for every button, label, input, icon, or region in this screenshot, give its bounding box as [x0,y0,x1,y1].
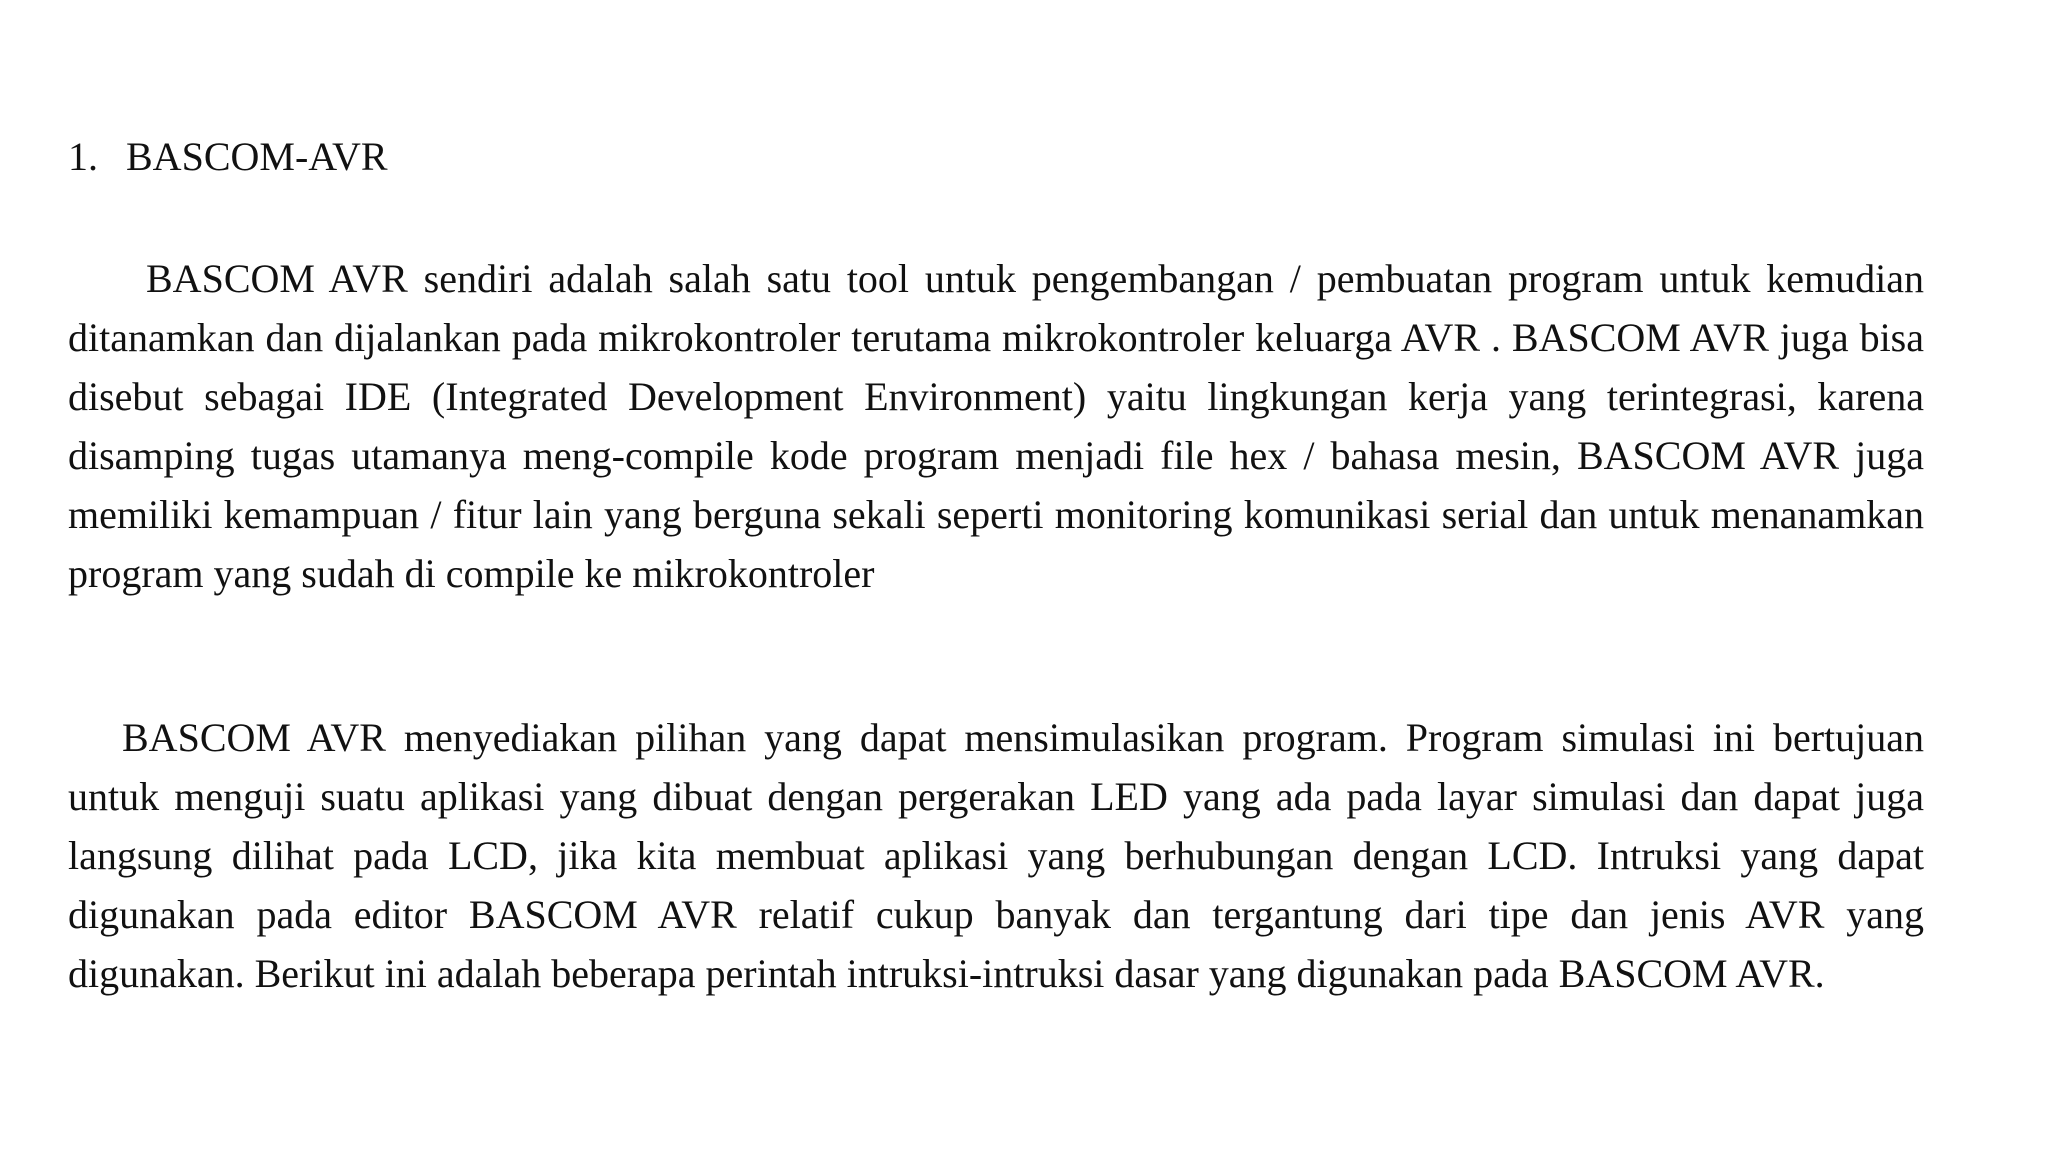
section-title: BASCOM-AVR [126,134,388,179]
section-heading [68,132,388,182]
paragraph-intro: BASCOM AVR sendiri adalah salah satu tool untuk pengembangan / pembuatan program untuk kemudian ditanamkan dan dijalankan pada mikrokontroler terutama mikrokontroler keluarga AVR . BASCOM AVR juga bisa disebut sebagai IDE (Integrated Development Environment) yaitu lingkungan kerja yang terintegrasi, karena disamping tugas utamanya meng-compile kode program menjadi file hex / bahasa mesin, BASCOM AVR juga memiliki kemampuan / fitur lain yang berguna sekali seperti monitoring komunikasi serial dan untuk menanamkan program yang sudah di compile ke mikrokontroler [68,256,1924,596]
paragraph-simulation: BASCOM AVR menyediakan pilihan yang dapat mensimulasikan program. Program simulasi ini bertujuan untuk menguji suatu aplikasi yang dibuat dengan pergerakan LED yang ada pada layar simulasi dan dapat juga langsung dilihat pada LCD, jika kita membuat aplikasi yang berhubungan dengan LCD. Intruksi yang dapat digunakan pada editor BASCOM AVR relatif cukup banyak dan tergantung dari tipe dan jenis AVR yang digunakan. Berikut ini adalah beberapa perintah intruksi-intruksi dasar yang digunakan pada BASCOM AVR. [68,715,1924,996]
section-number: 1. [68,134,98,179]
